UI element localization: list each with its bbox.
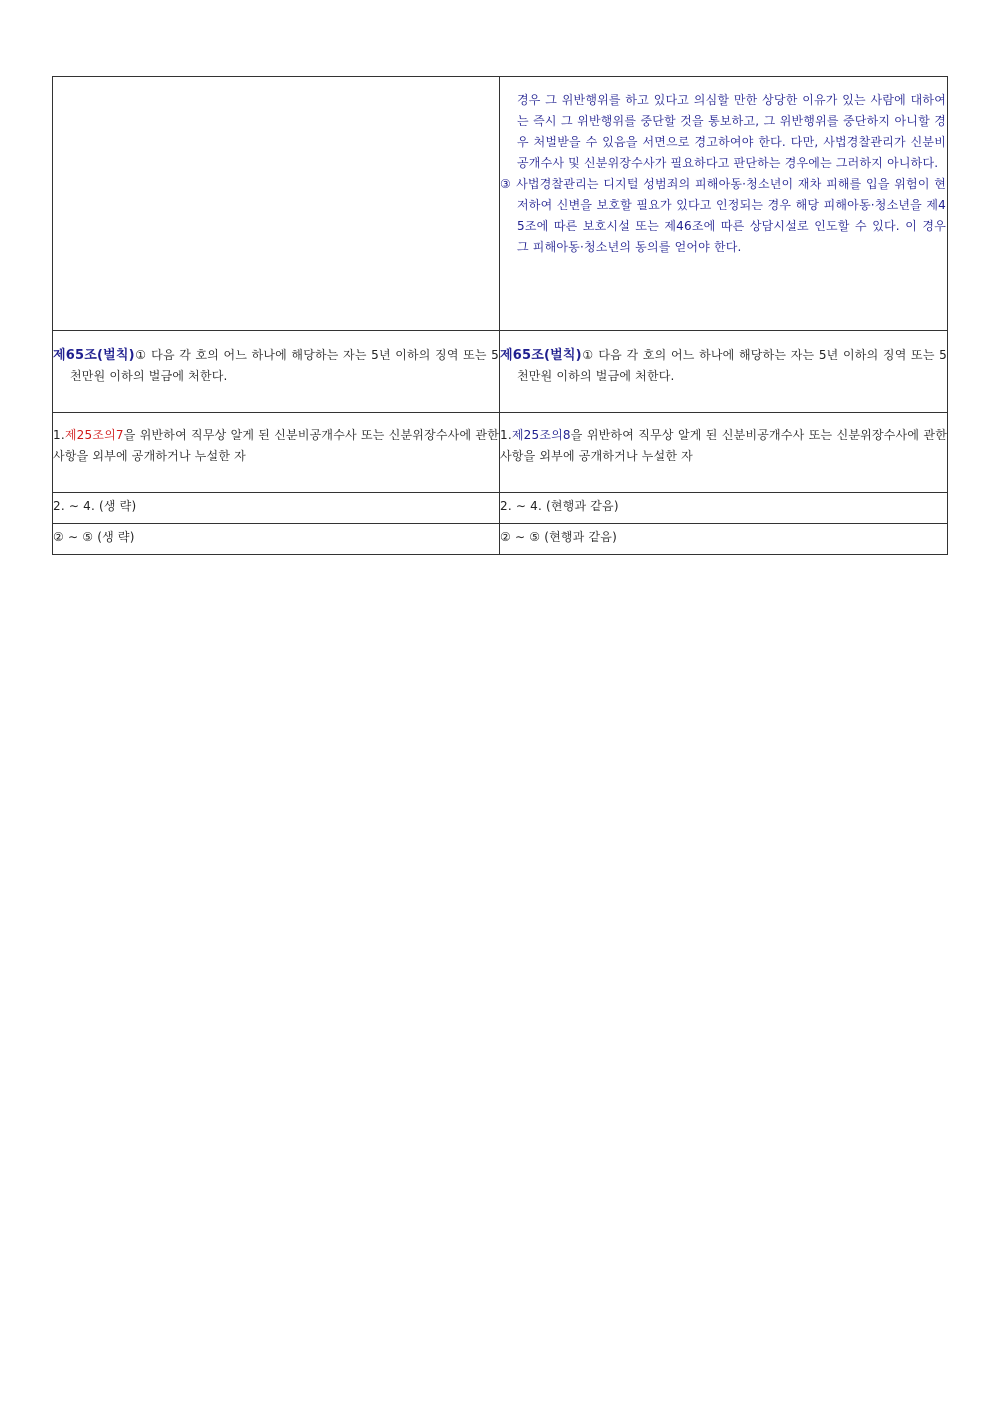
amended-article-65-cell	[500, 331, 948, 413]
table-row	[53, 77, 948, 331]
current-article-65-cell	[53, 331, 500, 413]
paragraph-2-continuation: 경우 그 위반행위를 하고 있다고 의심할 만한 상당한 이유가 있는 사람에 대하여는 즉시 그 위반행위를 중단할 것을 통보하고, 그 위반행위를 중단하지 아니할 경우 처벌받을 수 있음을 서면으로 경고하여야 한다. 다만, 사법경찰관리가 신분비공개수사 및 신분위장수사가 필요하다고 판단하는 경우에는 그러하지 아니하다.	[517, 93, 946, 170]
changed-reference: 제25조의8	[511, 428, 571, 442]
changed-reference: 제25조의7	[64, 428, 124, 442]
table-row	[53, 413, 948, 493]
amended-item-1-cell	[500, 413, 948, 493]
comparison-table	[52, 76, 948, 555]
table-row	[53, 493, 948, 524]
item-number: 1.	[500, 428, 512, 442]
item-body: 을 위반하여 직무상 알게 된 신분비공개수사 또는 신분위장수사에 관한 사항을 외부에 공개하거나 누설한 자	[500, 428, 947, 463]
current-item-1-cell	[53, 413, 500, 493]
table-row	[53, 331, 948, 413]
current-paragraphs-2-5-cell: ② ∼ ⑤ (생 략)	[53, 524, 500, 555]
article-title: 제65조(벌칙)	[53, 348, 135, 363]
item-body: 을 위반하여 직무상 알게 된 신분비공개수사 또는 신분위장수사에 관한 사항을 외부에 공개하거나 누설한 자	[53, 428, 499, 463]
amended-items-2-4-cell: 2. ∼ 4. (현행과 같음)	[500, 493, 948, 524]
article-title: 제65조(벌칙)	[500, 348, 582, 363]
article-65-text	[53, 345, 499, 387]
paragraph-3: ③ 사법경찰관리는 디지털 성범죄의 피해아동·청소년이 재차 피해를 입을 위험이 현저하여 신변을 보호할 필요가 있다고 인정되는 경우 해당 피해아동·청소년을 제45조에 따른 보호시설 또는 제46조에 따른 상담시설로 인도할 수 있다. 이 경우 그 피해아동·청소년의 동의를 얻어야 한다.	[500, 177, 946, 254]
amended-paragraphs-2-5-cell: ② ∼ ⑤ (현행과 같음)	[500, 524, 948, 555]
article-body: ① 다음 각 호의 어느 하나에 해당하는 자는 5년 이하의 징역 또는 5천만원 이하의 벌금에 처한다.	[517, 348, 947, 383]
current-items-2-4-cell: 2. ∼ 4. (생 략)	[53, 493, 500, 524]
amendment-cell	[500, 77, 948, 331]
current-law-cell-empty	[53, 77, 500, 331]
item-1-text	[500, 425, 947, 467]
article-body: ① 다음 각 호의 어느 하나에 해당하는 자는 5년 이하의 징역 또는 5천만원 이하의 벌금에 처한다.	[70, 348, 499, 383]
table-row	[53, 524, 948, 555]
item-1-text	[53, 425, 499, 467]
article-65-text	[500, 345, 947, 387]
item-number: 1.	[53, 428, 65, 442]
